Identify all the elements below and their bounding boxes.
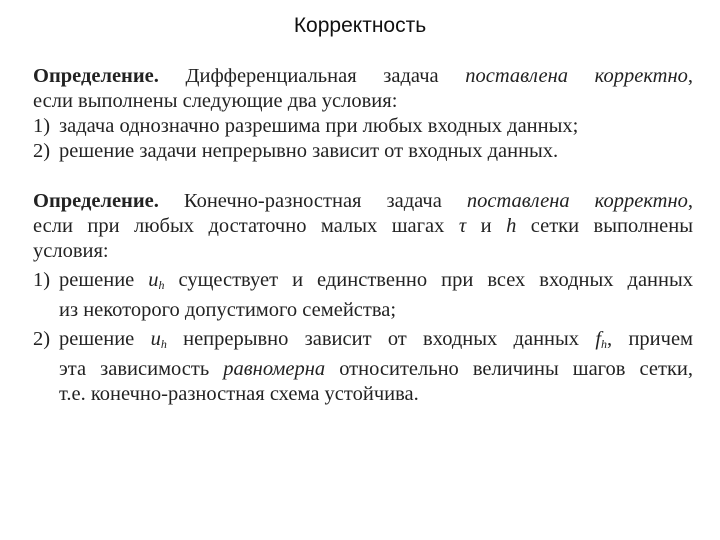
def2-item-2-b: непрерывно зависит от входных данных (183, 328, 580, 350)
def1-item-1 (33, 114, 693, 139)
u-h-base-2: u (150, 328, 161, 350)
def2-line2-a: если при любых достаточно малых шагах (33, 215, 445, 237)
def1-item-1-text: задача однозначно разрешима при любых входных данных; (59, 115, 579, 137)
u-h-symbol (148, 269, 164, 291)
def2-item-2 (33, 327, 693, 357)
def2-item-2-a: решение (59, 328, 135, 350)
def1-text2: , (687, 65, 693, 87)
def1-item-2 (33, 139, 693, 164)
def1-item-2-num: 2) (33, 140, 51, 162)
def2-label: Определение. (33, 190, 159, 212)
f-h-sub: h (601, 337, 608, 351)
def2-item-2-cont1-a: эта зависимость (59, 358, 224, 380)
def2-emph: поставлена корректно (466, 190, 688, 212)
u-h-base: u (148, 269, 159, 291)
def2-text2: , (687, 190, 693, 212)
def2-line2-b: сетки выполнены (530, 215, 693, 237)
document-body (33, 64, 693, 407)
def1-label: Определение. (33, 65, 159, 87)
paragraph-gap (33, 164, 693, 189)
def1-line1 (33, 64, 693, 89)
def2-item-2-c: , причем (607, 328, 694, 350)
f-h-symbol (595, 328, 607, 350)
u-h-sub-2: h (160, 337, 167, 351)
def2-item-2-text (59, 327, 693, 357)
def2-and: и (480, 215, 492, 237)
def1-line2: если выполнены следующие два условия: (33, 90, 398, 112)
def2-item-1-num: 1) (33, 269, 51, 291)
def2-item-2-cont2: т.е. конечно-разностная схема устойчива. (59, 383, 419, 405)
def2-item-1-b: существует и единственно при всех входных данных (178, 269, 694, 291)
slide-title: Корректность (293, 14, 427, 37)
def1-item-2-text: решение задачи непрерывно зависит от входных данных. (59, 140, 559, 162)
u-h-symbol-2 (151, 328, 167, 350)
def2-item-1-cont: из некоторого допустимого семейства; (59, 299, 397, 321)
u-h-sub: h (158, 278, 165, 292)
def2-item-2-cont1-emph: равномерна (223, 358, 326, 380)
def1-emph: поставлена корректно (465, 65, 688, 87)
def2-item-2-cont1-b: относительно величины шагов сетки, (325, 358, 693, 380)
def2-text1: Конечно-разностная задача (158, 190, 467, 212)
def1-item-1-num: 1) (33, 115, 51, 137)
h-symbol: h (506, 215, 517, 237)
def2-line1 (33, 189, 693, 214)
f-h-base: f (595, 328, 602, 350)
def2-item-1-a: решение (59, 269, 135, 291)
def2-item-2-cont1 (33, 357, 693, 382)
def2-line2 (33, 214, 693, 239)
def2-item-1-text (59, 268, 693, 298)
def2-line3: условия: (33, 240, 109, 262)
def1-text1: Дифференциальная задача (158, 65, 466, 87)
def2-item-2-num: 2) (33, 328, 51, 350)
def2-item-1 (33, 268, 693, 298)
tau-symbol: τ (458, 215, 467, 237)
